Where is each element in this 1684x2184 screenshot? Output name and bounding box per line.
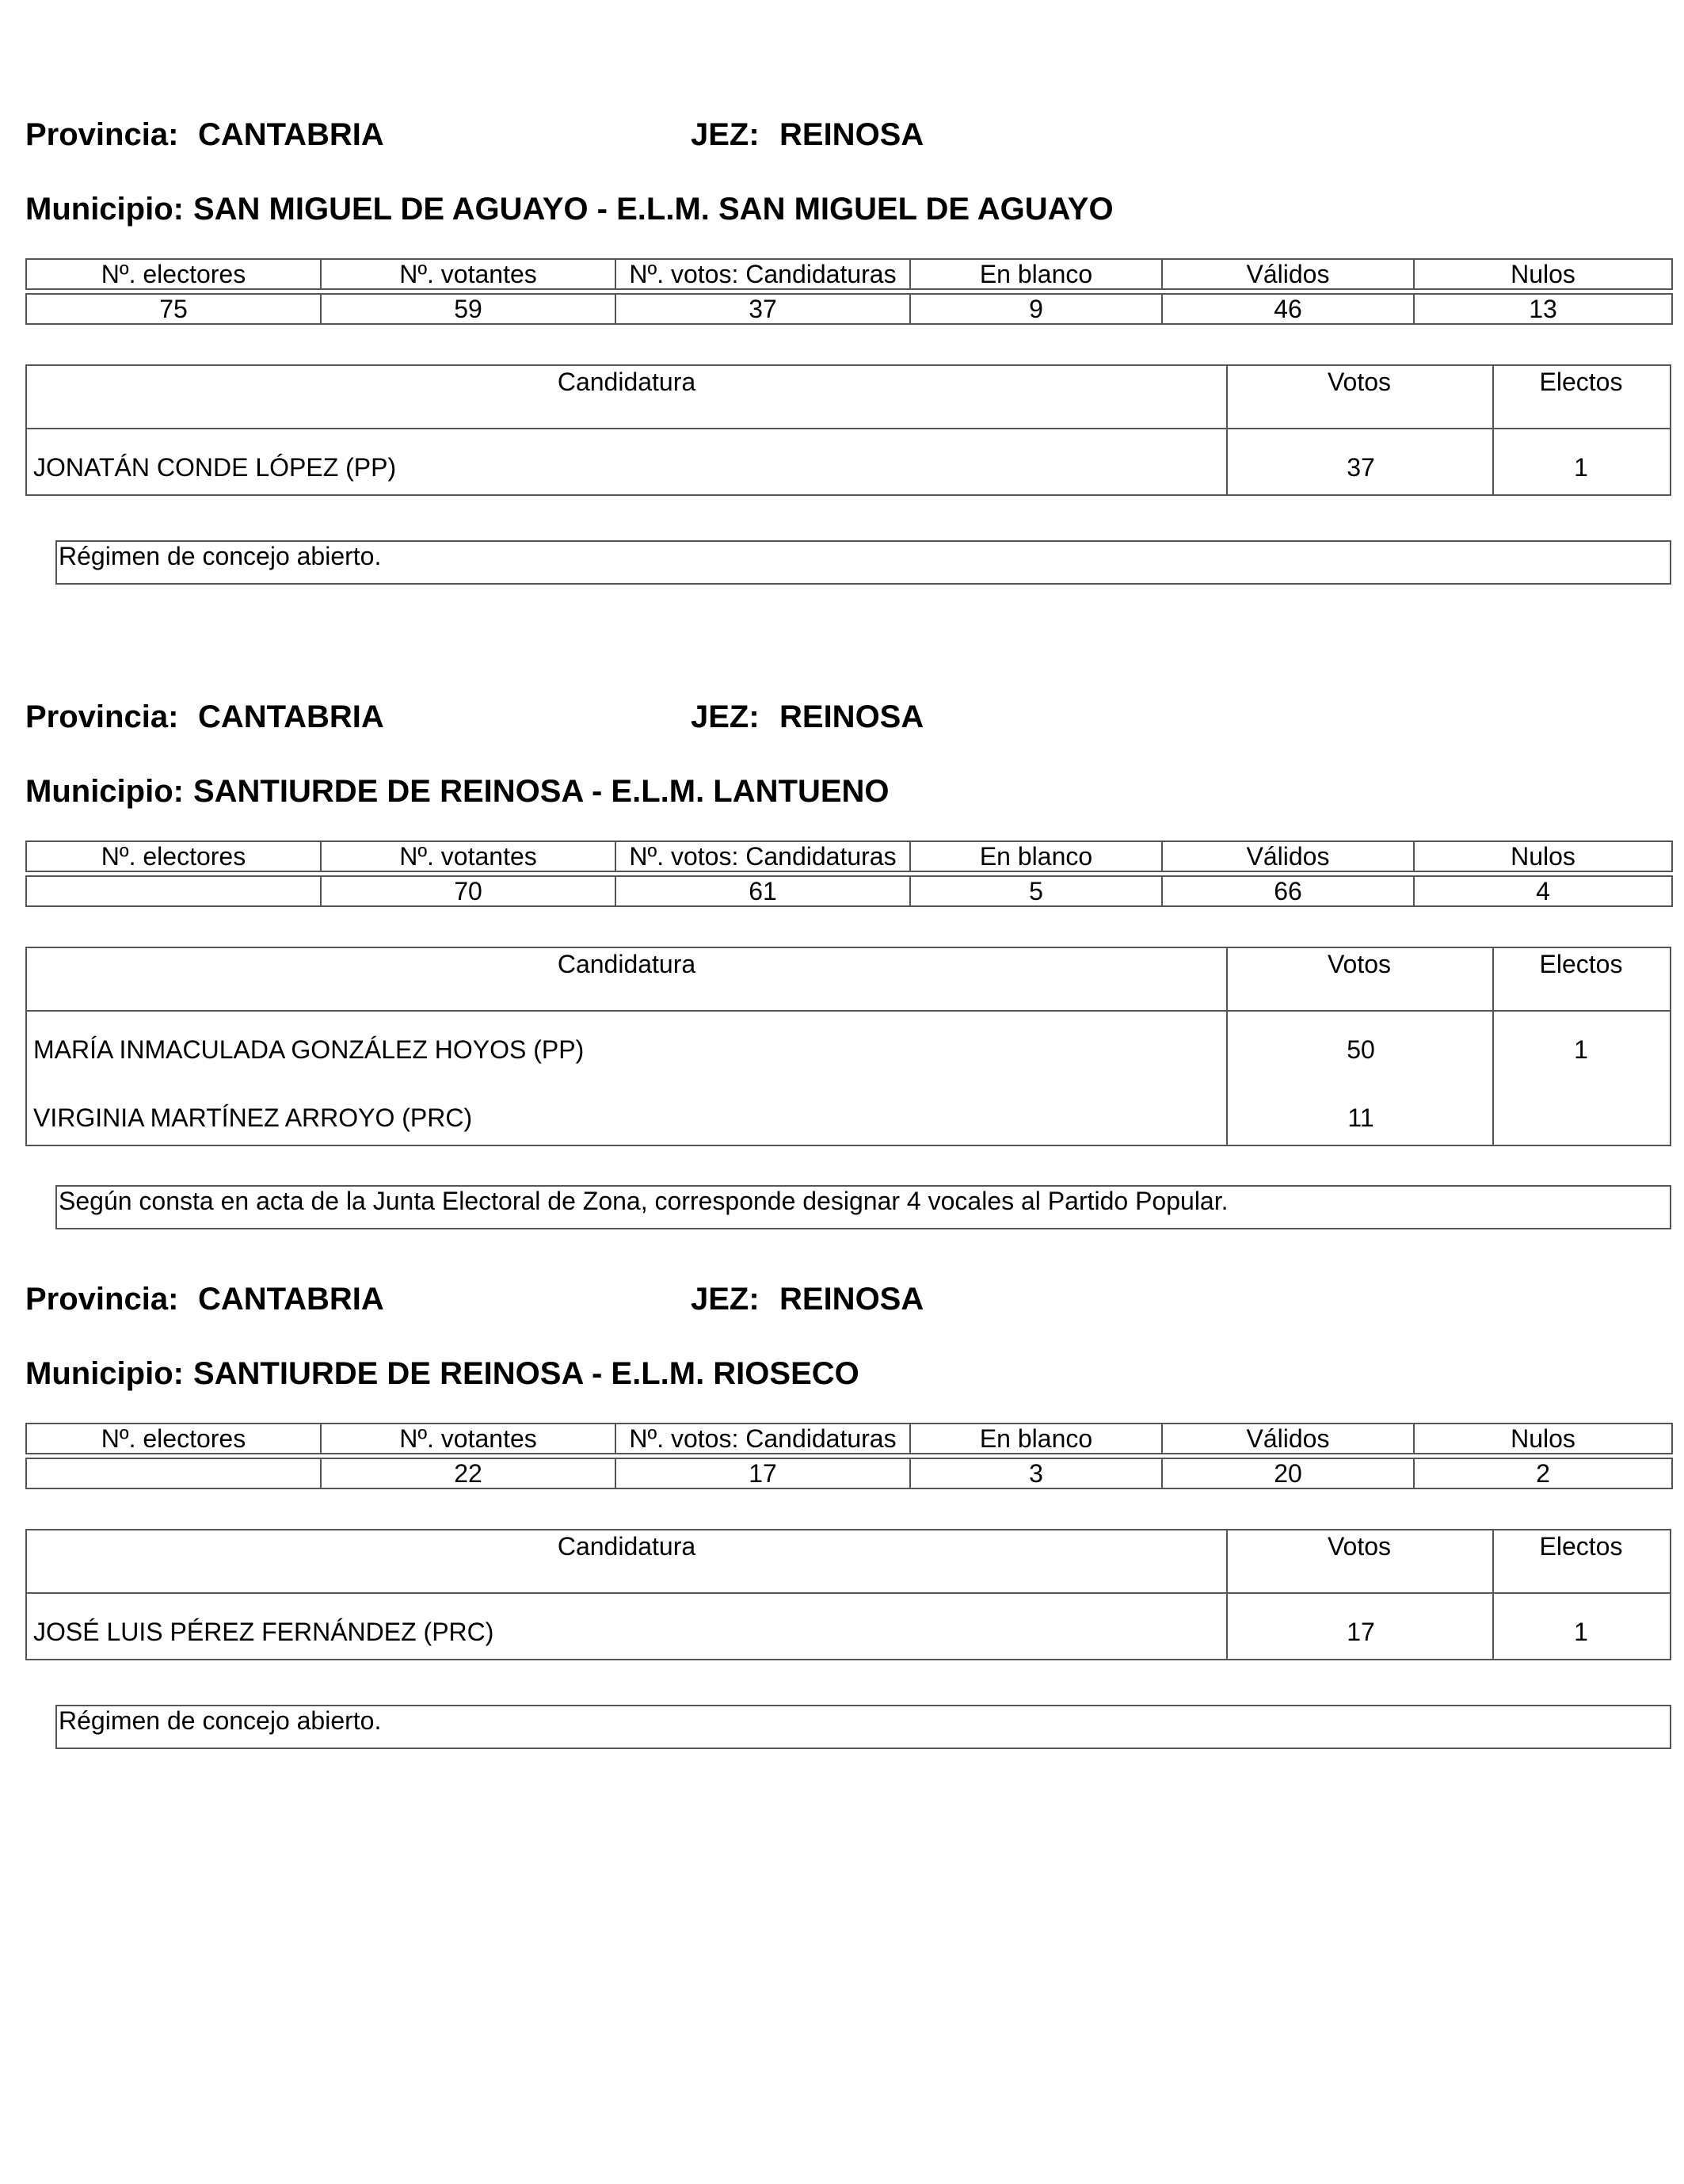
candidates-table xyxy=(25,364,1671,496)
jez-value: REINOSA xyxy=(779,699,924,734)
stats-value-validos: 46 xyxy=(1162,294,1414,324)
candidates-table xyxy=(25,947,1671,1146)
cand-header-candidatura: Candidatura xyxy=(557,1532,696,1561)
candidate-name: MARÍA INMACULADA GONZÁLEZ HOYOS (PP) xyxy=(33,1035,585,1064)
stats-value-electores xyxy=(26,1458,321,1488)
candidate-name: JONATÁN CONDE LÓPEZ (PP) xyxy=(33,453,397,482)
candidate-row xyxy=(27,1618,1670,1649)
stats-value-nulos: 4 xyxy=(1414,876,1672,906)
jez-value: REINOSA xyxy=(779,117,924,152)
stats-value-nulos: 2 xyxy=(1414,1458,1672,1488)
stats-header-row xyxy=(26,1424,1672,1454)
stats-header-validos: Válidos xyxy=(1162,841,1414,871)
cand-header-electos: Electos xyxy=(1539,368,1623,396)
candidate-elected: 1 xyxy=(1574,453,1588,482)
cand-header-electos: Electos xyxy=(1539,1532,1623,1561)
stats-value-electores xyxy=(26,876,321,906)
note-box: Régimen de concejo abierto. xyxy=(55,540,1671,585)
cand-header-votos: Votos xyxy=(1327,368,1392,396)
jez-label: JEZ: xyxy=(691,117,760,152)
stats-header-en-blanco: En blanco xyxy=(910,259,1162,289)
municipio-value: SANTIURDE DE REINOSA - E.L.M. RIOSECO xyxy=(192,1356,859,1391)
provincia-label: Provincia: xyxy=(25,1282,179,1317)
municipio-heading xyxy=(25,1358,859,1389)
municipio-label: Municipio: xyxy=(25,192,184,227)
stats-value-votantes: 22 xyxy=(321,1458,615,1488)
stats-header-validos: Válidos xyxy=(1162,1424,1414,1454)
stats-table xyxy=(25,1423,1673,1489)
cand-header-candidatura: Candidatura xyxy=(557,950,696,978)
cand-header-votos: Votos xyxy=(1327,1532,1392,1561)
candidate-votes: 50 xyxy=(1347,1035,1375,1064)
candidate-elected: 1 xyxy=(1574,1618,1588,1646)
stats-value-validos: 20 xyxy=(1162,1458,1414,1488)
candidate-name: JOSÉ LUIS PÉREZ FERNÁNDEZ (PRC) xyxy=(33,1618,494,1646)
provincia-value: CANTABRIA xyxy=(198,117,384,152)
stats-header-nulos: Nulos xyxy=(1414,841,1672,871)
cand-header-candidatura: Candidatura xyxy=(557,368,696,396)
stats-value-candidaturas: 37 xyxy=(615,294,910,324)
candidate-elected: 1 xyxy=(1574,1035,1588,1064)
stats-value-votantes: 70 xyxy=(321,876,615,906)
stats-value-en-blanco: 5 xyxy=(910,876,1162,906)
municipio-heading xyxy=(25,776,890,807)
stats-header-row xyxy=(26,259,1672,289)
stats-value-candidaturas: 61 xyxy=(615,876,910,906)
stats-header-votantes: Nº. votantes xyxy=(321,259,615,289)
stats-header-votantes: Nº. votantes xyxy=(321,1424,615,1454)
stats-header-en-blanco: En blanco xyxy=(910,841,1162,871)
stats-table xyxy=(25,258,1673,325)
stats-header-nulos: Nulos xyxy=(1414,259,1672,289)
stats-value-validos: 66 xyxy=(1162,876,1414,906)
stats-header-candidaturas: Nº. votos: Candidaturas xyxy=(615,841,910,871)
municipio-label: Municipio: xyxy=(25,774,184,809)
stats-value-nulos: 13 xyxy=(1414,294,1672,324)
stats-table xyxy=(25,840,1673,907)
stats-header-electores: Nº. electores xyxy=(26,1424,321,1454)
cand-header-electos: Electos xyxy=(1539,950,1623,978)
provincia-label: Provincia: xyxy=(25,117,179,152)
municipio-heading xyxy=(25,193,1114,225)
stats-header-row xyxy=(26,841,1672,871)
stats-header-nulos: Nulos xyxy=(1414,1424,1672,1454)
stats-header-candidaturas: Nº. votos: Candidaturas xyxy=(615,1424,910,1454)
municipio-value: SAN MIGUEL DE AGUAYO - E.L.M. SAN MIGUEL DE AGUAYO xyxy=(192,192,1114,227)
jez-label: JEZ: xyxy=(691,1282,760,1317)
municipio-label: Municipio: xyxy=(25,1356,184,1391)
provincia-value: CANTABRIA xyxy=(198,1282,384,1317)
stats-header-electores: Nº. electores xyxy=(26,259,321,289)
stats-header-validos: Válidos xyxy=(1162,259,1414,289)
candidate-votes: 11 xyxy=(1347,1103,1374,1132)
stats-value-candidaturas: 17 xyxy=(615,1458,910,1488)
note-box: Según consta en acta de la Junta Electoral de Zona, corresponde designar 4 vocales al Partido Popular. xyxy=(55,1185,1671,1229)
stats-header-votantes: Nº. votantes xyxy=(321,841,615,871)
stats-value-votantes: 59 xyxy=(321,294,615,324)
provincia-label: Provincia: xyxy=(25,699,179,734)
stats-header-electores: Nº. electores xyxy=(26,841,321,871)
stats-value-row xyxy=(26,294,1672,324)
stats-value-en-blanco: 3 xyxy=(910,1458,1162,1488)
candidate-votes: 17 xyxy=(1347,1618,1375,1646)
candidate-votes: 37 xyxy=(1347,453,1375,482)
jez-label: JEZ: xyxy=(691,699,760,734)
cand-header-votos: Votos xyxy=(1327,950,1392,978)
note-box: Régimen de concejo abierto. xyxy=(55,1705,1671,1749)
stats-header-en-blanco: En blanco xyxy=(910,1424,1162,1454)
stats-value-row xyxy=(26,876,1672,906)
candidate-row xyxy=(27,1035,1670,1067)
jez-value: REINOSA xyxy=(779,1282,924,1317)
municipio-value: SANTIURDE DE REINOSA - E.L.M. LANTUENO xyxy=(192,774,890,809)
stats-header-candidaturas: Nº. votos: Candidaturas xyxy=(615,259,910,289)
candidate-name: VIRGINIA MARTÍNEZ ARROYO (PRC) xyxy=(33,1103,473,1132)
stats-value-electores: 75 xyxy=(26,294,321,324)
candidates-table xyxy=(25,1529,1671,1660)
candidate-row xyxy=(27,453,1670,485)
candidate-row xyxy=(27,1103,1670,1135)
stats-value-en-blanco: 9 xyxy=(910,294,1162,324)
stats-value-row xyxy=(26,1458,1672,1488)
provincia-value: CANTABRIA xyxy=(198,699,384,734)
